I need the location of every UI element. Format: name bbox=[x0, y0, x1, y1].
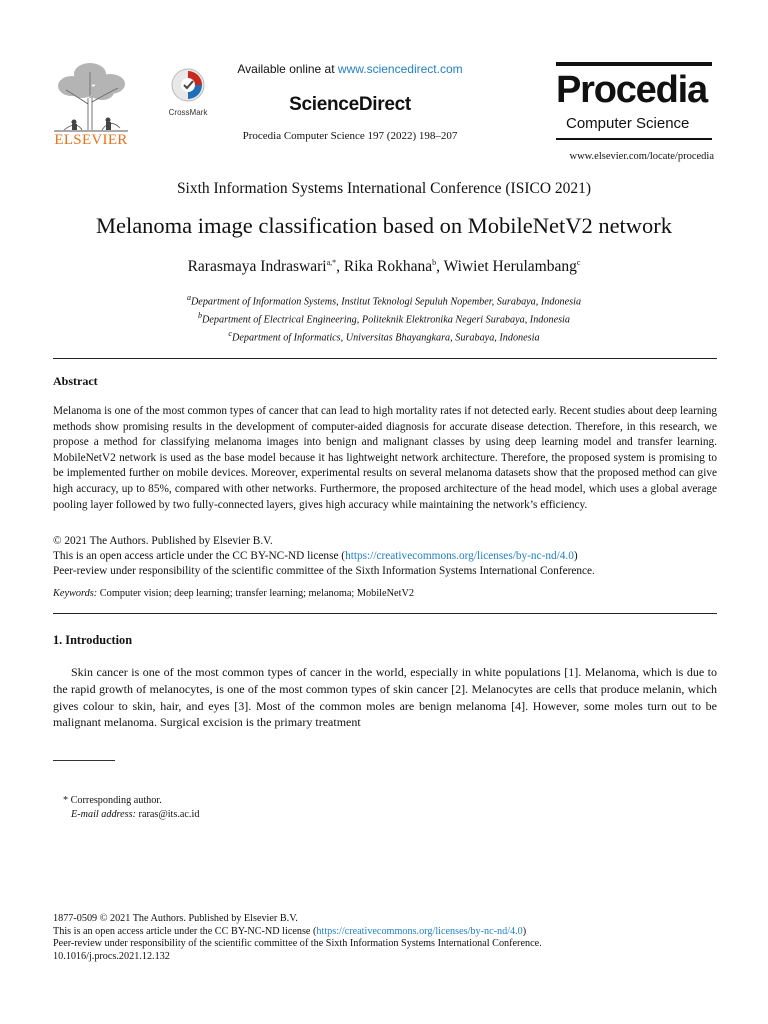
affiliation-list bbox=[0, 291, 768, 345]
footnote bbox=[63, 794, 199, 822]
author-name[interactable]: Rika Rokhana bbox=[343, 258, 433, 276]
author-sup: a,* bbox=[326, 258, 337, 267]
footer-license-link[interactable]: https://creativecommons.org/licenses/by-nc-nd/4.0 bbox=[316, 925, 523, 937]
corresponding-author: * Corresponding author. bbox=[63, 795, 162, 806]
email-label: E-mail address: bbox=[71, 809, 136, 821]
elsevier-logo[interactable] bbox=[52, 60, 130, 152]
abstract-peer-review: Peer-review under responsibility of the scientific committee of the Sixth Information Systems International Conference. bbox=[53, 564, 595, 577]
keywords bbox=[53, 588, 717, 599]
intro-body: Skin cancer is one of the most common types of cancer in the world, especially in white populations [1]. Melanoma, which is due to the rapid growth of melanocytes, is one of the most common types of skin cancer [2]. Melanocytes are cells that produce melanin, which gives colour to skin, hair, and eyes [3]. Most of the common moles are benign melanoma [4]. However, some moles turn out to be malignant melanoma. Surgical excision is the primary treatment bbox=[53, 665, 717, 730]
available-online bbox=[220, 62, 480, 76]
divider-bottom bbox=[53, 613, 717, 614]
license-link[interactable]: https://creativecommons.org/licenses/by-nc-nd/4.0 bbox=[345, 549, 574, 562]
footer-issn: 1877-0509 © 2021 The Authors. Published by Elsevier B.V. bbox=[53, 913, 298, 924]
footer-peer-review: Peer-review under responsibility of the scientific committee of the Sixth Information Systems International Conference. bbox=[53, 938, 542, 950]
conference-name: Sixth Information Systems International Conference (ISICO 2021) bbox=[176, 180, 592, 197]
author-2: Rika Rokhana$^b$, bbox=[343, 258, 444, 276]
keywords-label: Keywords: bbox=[53, 588, 98, 599]
intro-heading: 1. Introduction bbox=[53, 633, 133, 647]
paper-title: Melanoma image classification based on MobileNetV2 network bbox=[95, 213, 673, 238]
author-3 bbox=[444, 258, 581, 275]
author-list bbox=[0, 258, 768, 276]
procedia-logo[interactable] bbox=[556, 62, 712, 140]
elsevier-label: ELSEVIER bbox=[54, 132, 128, 148]
affiliation-b: $^b$Department of Electrical Engineering, Politeknik Elektronika Negeri Surabaya, Indonesia bbox=[198, 310, 570, 326]
footer-doi[interactable]: 10.1016/j.procs.2021.12.132 bbox=[53, 950, 170, 962]
abstract-license: This is an open access article under the CC BY-NC-ND license (https://creativecommons.org/licenses/by-nc-nd/4.0) bbox=[53, 549, 578, 562]
sciencedirect-wordmark[interactable]: ScienceDirect bbox=[289, 94, 411, 115]
sciencedirect-link[interactable]: www.sciencedirect.com bbox=[337, 62, 463, 76]
procedia-title: Procedia bbox=[556, 69, 707, 111]
available-prefix: Available online at bbox=[237, 62, 338, 76]
crossmark-icon bbox=[171, 68, 205, 102]
keywords-list: Computer vision; deep learning; transfer learning; melanoma; MobileNetV2 bbox=[97, 588, 415, 599]
author-1: Rarasmaya Indraswari$^{a,*}$, bbox=[187, 258, 344, 276]
footnote-rule bbox=[53, 760, 115, 761]
email-line bbox=[63, 808, 199, 822]
crossmark-label: CrossMark bbox=[168, 108, 208, 117]
page-footer bbox=[53, 913, 723, 963]
divider-top bbox=[53, 358, 717, 359]
abstract-body: Melanoma is one of the most common types of cancer that can lead to high mortality rates if not detected early. Recent studies about deep learning methods show promising results in the development of computer-aided diagnosis for accurate disease detection. Therefore, in this research, we propose a method for classifying melanoma images into benign and malignant classes by using deep learning model and transfer learning. MobileNetV2 network is used as the base model because it has lightweight network architecture. Therefore, the proposed system is promising to be implemented further on mobile devices. Moreover, experimental results on several melanoma datasets show that the proposed method can give high accuracy, up to 85%, compared with other networks. Furthermore, the proposed architecture of the head model, which uses a global average pooling layer followed by two fully-connected layers, gives high accuracy while maintaining the network’s efficiency. bbox=[53, 405, 717, 511]
journal-reference: Procedia Computer Science 197 (2022) 198–207 bbox=[242, 130, 458, 142]
author-sup: b bbox=[432, 258, 437, 267]
author-name[interactable]: Wiwiet Herulambang bbox=[443, 258, 577, 276]
procedia-subtitle: Computer Science bbox=[566, 115, 690, 132]
affiliation-c: $^c$Department of Informatics, Universitas Bhayangkara, Surabaya, Indonesia bbox=[228, 328, 540, 344]
elsevier-tree-icon bbox=[52, 60, 130, 132]
crossmark-badge[interactable] bbox=[164, 68, 212, 120]
author-sup: c bbox=[576, 258, 581, 267]
abstract-heading: Abstract bbox=[53, 374, 98, 388]
abstract-copyright: © 2021 The Authors. Published by Elsevier B.V. bbox=[53, 535, 273, 547]
footer-license: This is an open access article under the CC BY-NC-ND license (https://creativecommons.org/licenses/by-nc-nd/4.0) bbox=[53, 925, 527, 937]
author-name[interactable]: Rarasmaya Indraswari bbox=[187, 258, 327, 276]
affiliation-a: $^a$Department of Information Systems, Institut Teknologi Sepuluh Nopember, Surabaya, Indonesia bbox=[186, 293, 582, 308]
journal-url[interactable]: www.elsevier.com/locate/procedia bbox=[569, 151, 714, 162]
abstract-copyright-block bbox=[53, 534, 717, 578]
email-address[interactable]: raras@its.ac.id bbox=[136, 809, 200, 821]
